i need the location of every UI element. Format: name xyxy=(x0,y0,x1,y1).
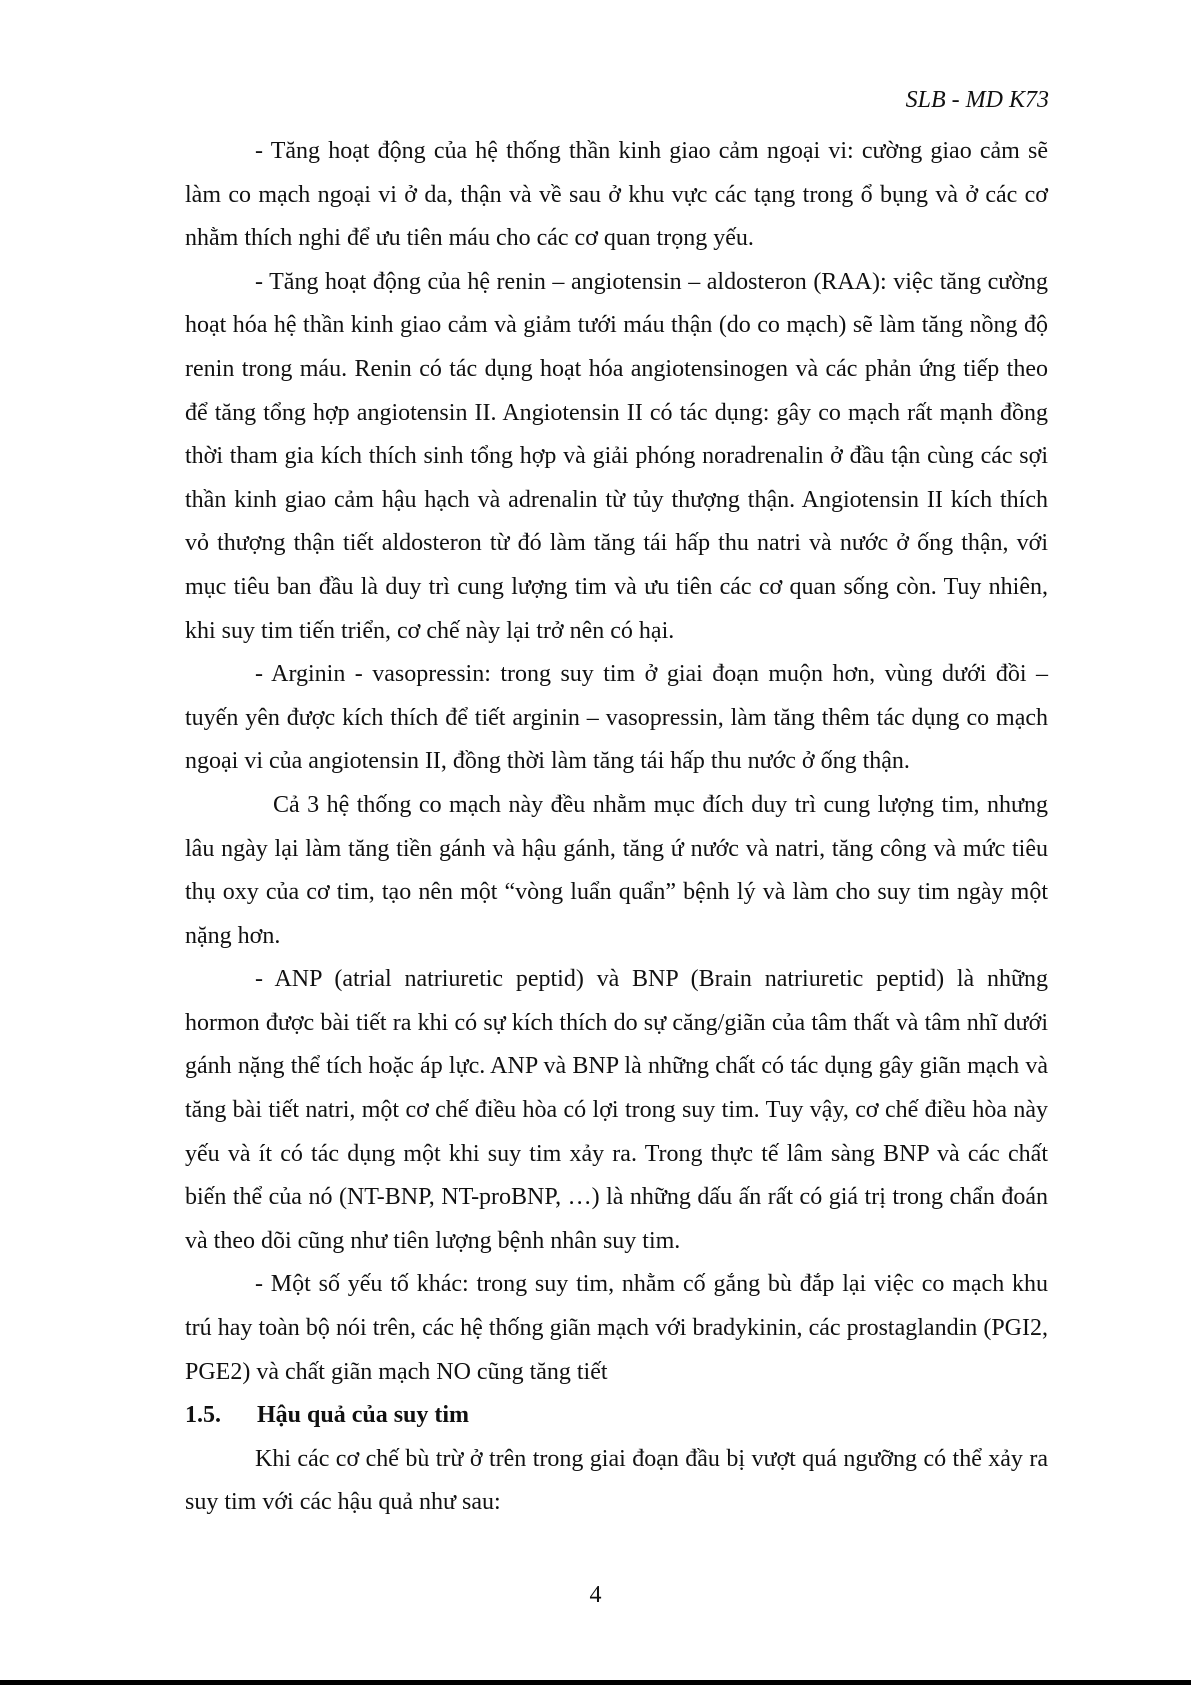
paragraph-consequences-intro: Khi các cơ chế bù trừ ở trên trong giai đoạn đầu bị vượt quá ngưỡng có thể xảy ra suy tim với các hậu quả như sau: xyxy=(185,1445,1048,1516)
body-text xyxy=(185,130,1048,1525)
running-header: SLB - MD K73 xyxy=(905,87,1049,113)
paragraph-vasopressin: - Arginin - vasopressin: trong suy tim ở giai đoạn muộn hơn, vùng dưới đồi – tuyến yên được kích thích để tiết arginin – vasopressin, làm tăng thêm tác dụng co mạch ngoại vi của angiotensin II, đồng thời làm tăng tái hấp thu nước ở ống thận. xyxy=(185,661,1048,775)
section-number: 1.5. xyxy=(185,1402,221,1429)
paragraph-anp-bnp: - ANP (atrial natriuretic peptid) và BNP (Brain natriuretic peptid) là những hormon được bài tiết ra khi có sự kích thích do sự căng/giãn của tâm thất và tâm nhĩ dưới gánh nặng thể tích hoặc áp lực. ANP và BNP là những chất có tác dụng gây giãn mạch và tăng bài tiết natri, một cơ chế điều hòa có lợi trong suy tim. Tuy vậy, cơ chế điều hòa này yếu và ít có tác dụng một khi suy tim xảy ra. Trong thực tế lâm sàng BNP và các chất biến thể của nó (NT-BNP, NT-proBNP, …) là những dấu ấn rất có giá trị trong chẩn đoán và theo dõi cũng như tiên lượng bệnh nhân suy tim. xyxy=(185,966,1048,1254)
section-heading xyxy=(185,1394,1048,1438)
paragraph-other-factors: - Một số yếu tố khác: trong suy tim, nhằm cố gắng bù đắp lại việc co mạch khu trú hay toàn bộ nói trên, các hệ thống giãn mạch với bradykinin, các prostaglandin (PGI2, PGE2) và chất giãn mạch NO cũng tăng tiết xyxy=(185,1271,1048,1385)
section-title: Hậu quả của suy tim xyxy=(257,1402,470,1429)
paragraph-sympathetic: - Tăng hoạt động của hệ thống thần kinh giao cảm ngoại vi: cường giao cảm sẽ làm co mạch ngoại vi ở da, thận và về sau ở khu vực các tạng trong ổ bụng và ở các cơ nhằm thích nghi để ưu tiên máu cho các cơ quan trọng yếu. xyxy=(185,138,1048,252)
paragraph-raa-system: - Tăng hoạt động của hệ renin – angiotensin – aldosteron (RAA): việc tăng cường hoạt hóa hệ thần kinh giao cảm và giảm tưới máu thận (do co mạch) sẽ làm tăng nồng độ renin trong máu. Renin có tác dụng hoạt hóa angiotensinogen và các phản ứng tiếp theo để tăng tổng hợp angiotensin II. Angiotensin II có tác dụng: gây co mạch rất mạnh đồng thời tham gia kích thích sinh tổng hợp và giải phóng noradrenalin ở đầu tận cùng các sợi thần kinh giao cảm hậu hạch và adrenalin từ tủy thượng thận. Angiotensin II kích thích vỏ thượng thận tiết aldosteron từ đó làm tăng tái hấp thu natri và nước ở ống thận, với mục tiêu ban đầu là duy trì cung lượng tim và ưu tiên các cơ quan sống còn. Tuy nhiên, khi suy tim tiến triển, cơ chế này lại trở nên có hại. xyxy=(185,268,1048,644)
paragraph-vasoconstriction-summary: Cả 3 hệ thống co mạch này đều nhằm mục đích duy trì cung lượng tim, nhưng lâu ngày lại làm tăng tiền gánh và hậu gánh, tăng ứ nước và natri, tăng công và mức tiêu thụ oxy của cơ tim, tạo nên một “vòng luẩn quẩn” bệnh lý và làm cho suy tim ngày một nặng hơn. xyxy=(185,791,1048,949)
page-number: 4 xyxy=(589,1582,602,1608)
bottom-border xyxy=(0,1680,1191,1685)
